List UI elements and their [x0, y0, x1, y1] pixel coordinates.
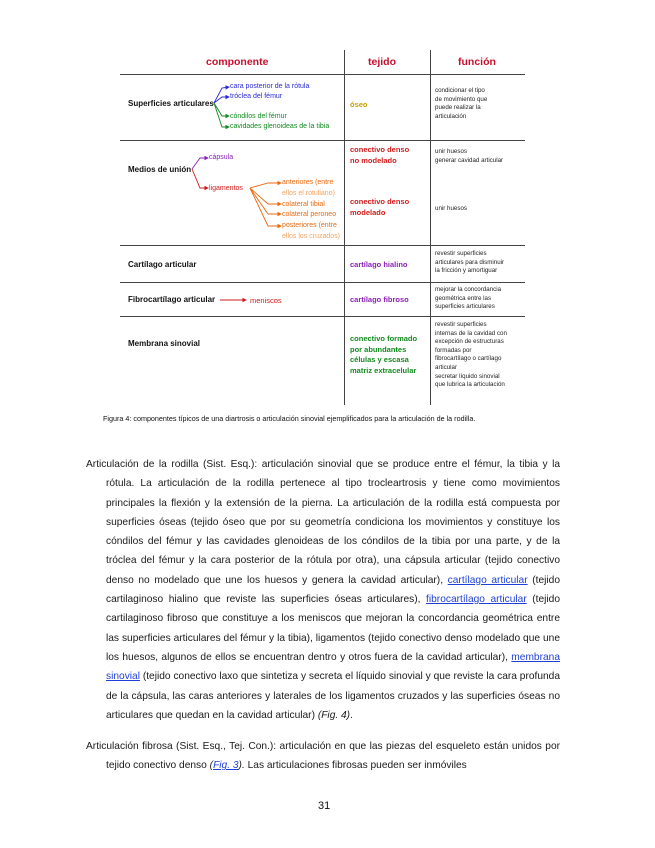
- row-title-cartilago: Cartílago articular: [128, 260, 197, 269]
- link-membrana-sinovial[interactable]: membrana sinovial: [106, 651, 560, 683]
- tejido-cartilago: cartílago hialino: [350, 260, 408, 269]
- item-ligamentos: ligamentos: [209, 185, 243, 192]
- link-cartilago-articular[interactable]: cartílago articular: [447, 574, 528, 586]
- tejido-capsula: conectivo denso no modelado: [350, 145, 410, 165]
- funcion-membrana: revestir superficies internas de la cavidad con excepción de estructuras formadas por fibrocartílago o cartílago articular secretar líquido sinovial que lubrica la articulación: [435, 321, 507, 389]
- item-cavidades: cavidades glenoideas de la tibia: [230, 123, 330, 130]
- table-rule-1: [120, 140, 525, 141]
- funcion-capsula: unir huesos generar cavidad articular: [435, 148, 504, 164]
- funcion-ligamentos: unir huesos: [435, 205, 467, 212]
- table-rule-3: [120, 282, 525, 283]
- funcion-fibro: mejorar la concordancia geométrica entre las superficies articulares: [435, 286, 502, 311]
- tejido-oseo: óseo: [350, 100, 368, 109]
- term-rodilla: Articulación de la rodilla (Sist. Esq.):: [86, 459, 258, 470]
- ref-fig4: (Fig. 4): [317, 709, 351, 721]
- link-fibrocartilago-articular[interactable]: fibrocartílago articular: [426, 594, 527, 606]
- row-title-medios: Medios de unión: [128, 165, 192, 174]
- item-troclea: tróclea del fémur: [230, 93, 283, 100]
- funcion-cartilago: revestir superficies articulares para disminuir la fricción y amortiguar: [435, 250, 505, 275]
- table-rule-header: [120, 74, 525, 75]
- figure-caption: Figura 4: componentes típicos de una diartrosis o articulación sinovial ejemplificados para la articulación de la rodilla.: [103, 414, 476, 423]
- header-tejido: tejido: [368, 56, 396, 68]
- item-capsula: cápsula: [209, 154, 234, 161]
- table-rule-2: [120, 245, 525, 246]
- term-fibrosa: Articulación fibrosa (Sist. Esq., Tej. Con.):: [86, 741, 277, 752]
- tejido-membrana: conectivo formado por abundantes células y escasa matriz extracelular: [350, 334, 418, 375]
- ligamentos-list: anteriores (entre ellos el rotuliano) colateral tibial colateral peroneo posteriores (entre ellos los cruzados): [282, 179, 340, 240]
- item-cara-posterior: cara posterior de la rótula: [230, 83, 310, 90]
- item-condilos: cóndilos del fémur: [230, 113, 287, 120]
- funcion-superficies: condicionar el tipo de movimiento que puede realizar la articulación: [435, 87, 488, 120]
- paragraph-rodilla: Articulación de la rodilla (Sist. Esq.): articulación sinovial que se produce entre el fémur, la tibia y la rótula. La articulación de la rodilla pertenece al tipo trocleartrosis y tiene como movimientos principales la flexión y la extensión de la pierna. La articulación de la rodilla está compuesta por superficies óseas (tejido óseo que por su geometría condiciona los movimientos y constituye los cóndilos del fémur y las cavidades glenoideas de los cóndilos de la tibia por una parte, y de la tróclea del fémur y la cara posterior de la rótula por otra), una cápsula articular (tejido conectivo denso no modelado que une los huesos y genera la cavidad articular), cartílago articular (tejido cartilaginoso hialino que reviste las superficies óseas articulares), fibrocartílago articular (tejido cartilaginoso fibroso que constituye a los meniscos que mejoran la concordancia geométrica entre las superficies articulares del fémur y la tibia), ligamentos (tejido conectivo denso modelado que une los huesos, algunos de ellos se encuentran dentro y otros fuera de la cavidad articular), membrana sinovial (tejido conectivo laxo que sintetiza y secreta el líquido sinovial y que reviste la cara profunda de la cápsula, las caras anteriores y laterales de los ligamentos cruzados y las superficies óseas no articulares que quedan en la cavidad articular) (Fig. 4).: [86, 459, 561, 721]
- table-col-divider-1: [344, 50, 345, 405]
- page-number: 31: [318, 800, 331, 812]
- header-componente: componente: [206, 56, 269, 68]
- table-rule-4: [120, 316, 525, 317]
- table-col-divider-2: [430, 50, 431, 405]
- row-title-superficies: Superficies articulares: [128, 99, 214, 108]
- row-title-membrana: Membrana sinovial: [128, 339, 201, 348]
- link-fig3[interactable]: Fig. 3: [213, 760, 239, 772]
- header-funcion: función: [458, 56, 496, 68]
- item-meniscos: meniscos: [250, 296, 282, 305]
- row-title-fibro: Fibrocartílago articular: [128, 295, 216, 304]
- paragraph-fibrosa: Articulación fibrosa (Sist. Esq., Tej. Con.): articulación en que las piezas del esqueleto están unidos por tejido conectivo denso (Fig. 3). Las articulaciones fibrosas pueden ser inmóviles: [86, 741, 561, 772]
- superficies-arrows: [214, 87, 229, 127]
- tejido-fibro: cartílago fibroso: [350, 295, 409, 304]
- tejido-ligamentos: conectivo denso modelado: [350, 197, 410, 217]
